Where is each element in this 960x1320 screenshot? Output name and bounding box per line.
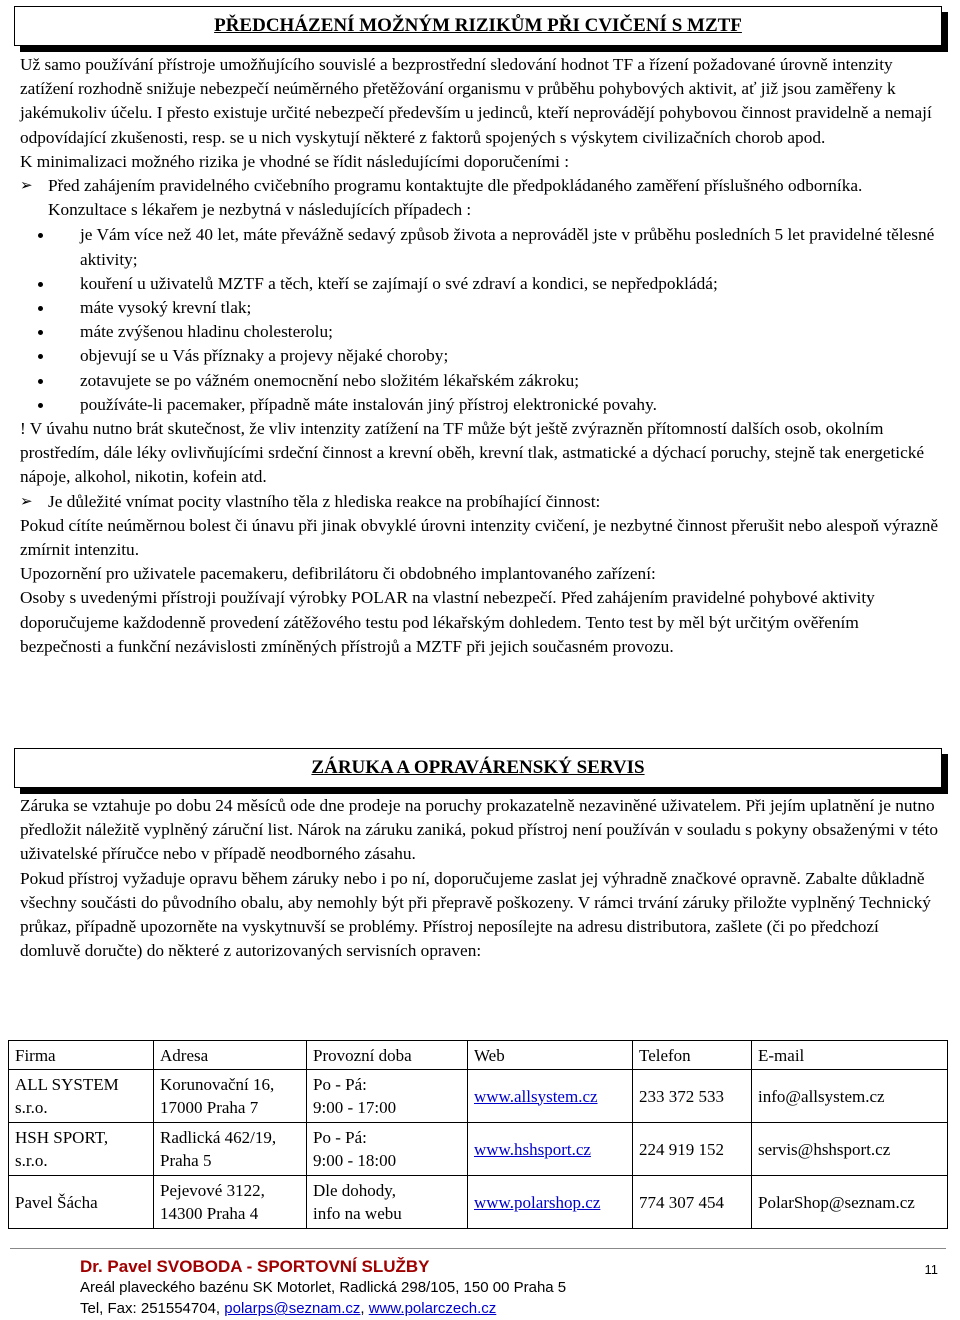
section1-title: PŘEDCHÁZENÍ MOŽNÝM RIZIKŮM PŘI CVIČENÍ S MZTF	[214, 15, 742, 36]
list-item: je Vám více než 40 let, máte převážně sedavý způsob života a neprováděl jste v průběhu posledních 5 let pravidelné tělesné aktivity;	[20, 223, 942, 271]
section1-body	[20, 53, 942, 659]
section2-title: ZÁRUKA A OPRAVÁRENSKÝ SERVIS	[311, 757, 645, 778]
address-line2: Praha 5	[160, 1151, 212, 1170]
table-row	[9, 1176, 948, 1229]
firm-suffix: s.r.o.	[15, 1151, 48, 1170]
arrow-item-consult	[20, 174, 942, 222]
pacemaker-heading: Upozornění pro uživatele pacemakeru, defibrilátoru či obdobného implantovaného zařízení:	[20, 564, 656, 584]
footer-separator: ,	[360, 1300, 369, 1317]
list-item: máte vysoký krevní tlak;	[20, 296, 942, 320]
email-cell: PolarShop@seznam.cz	[752, 1176, 948, 1229]
service-table	[8, 1040, 948, 1229]
list-item: zotavujete se po vážném onemocnění nebo složitém lékařském zákroku;	[20, 369, 942, 393]
hours-line1: Po - Pá:	[313, 1075, 367, 1094]
address-line2: 17000 Praha 7	[160, 1098, 259, 1117]
footer	[80, 1256, 566, 1319]
recommend-line: K minimalizaci možného rizika je vhodné se řídit následujícími doporučeními :	[20, 151, 570, 171]
arrow-item-consult-text: Před zahájením pravidelného cvičebního programu kontaktujte dle předpokládaného zaměření příslušného odborníka. Konzultace s lékařem je nezbytná v následujících případech :	[48, 176, 863, 220]
web-link[interactable]: www.polarshop.cz	[474, 1192, 601, 1212]
firm-name: Pavel Šácha	[15, 1192, 98, 1212]
section2-body	[20, 794, 942, 963]
address-line1: Radlická 462/19,	[160, 1128, 277, 1147]
repair-paragraph: Pokud přístroj vyžaduje opravu během záruky nebo i po ní, doporučujeme zaslat jej výhradně značkové opravně. Zabalte důkladně všechny součásti do původního obalu, aby nemohly být při přepravě poškozeny. V rámci trvání záruky přiložte vyplněný Technický průkaz, případně upozorněte na vyskytnuvší se problémy. Přístroj neposílejte na adresu distributora, zašlete (či po předchozí domluvě doručte) do některé z autorizovaných servisních opraven:	[20, 868, 931, 961]
email-cell: servis@hshsport.cz	[752, 1123, 948, 1176]
address-line1: Pejevové 3122,	[160, 1181, 265, 1200]
footer-web-link[interactable]: www.polarczech.cz	[368, 1300, 497, 1317]
bullet-icon	[38, 354, 43, 359]
pacemaker-paragraph: Osoby s uvedenými přístroji používají výrobky POLAR na vlastní nebezpečí. Před zahájením pravidelné pohybové aktivity doporučujeme každodenně provedení zátěžového testu pod lékařským dohledem. Tento test by měl být určitým ověřením bezpečnosti a funkční nezávislosti zmíněných přístrojů a MZTF při jejich současném provozu.	[20, 588, 875, 656]
firm-suffix: s.r.o.	[15, 1098, 48, 1117]
header-phone: Telefon	[633, 1041, 752, 1070]
header-web: Web	[468, 1041, 633, 1070]
arrow-icon: ➢	[20, 493, 33, 510]
list-item: používáte-li pacemaker, případně máte instalován jiný přístroj elektronické povahy.	[20, 393, 942, 417]
footer-contact	[80, 1298, 566, 1319]
phone-cell: 224 919 152	[633, 1123, 752, 1176]
footer-address: Areál plaveckého bazénu SK Motorlet, Radlická 298/105, 150 00 Praha 5	[80, 1279, 567, 1296]
footer-email-link[interactable]: polarps@seznam.cz	[224, 1300, 361, 1317]
warning-paragraph: ! V úvahu nutno brát skutečnost, že vliv intenzity zatížení na TF může být ještě zvýrazněn přítomností dalších osob, okolním prostředím, dále léky ovlivňujícími srdeční činnost a krevní oběh, krevní tlak, astmatické a dýchací poruchy, stejně tak energetické nápoje, alkohol, nikotin, kofein atd.	[20, 419, 925, 487]
address-line1: Korunovační 16,	[160, 1075, 275, 1094]
list-item: kouření u uživatelů MZTF a těch, kteří se zajímají o své zdraví a kondici, se nepředpokládá;	[20, 272, 942, 296]
bullet-icon	[38, 306, 43, 311]
arrow-item-body-text: Je důležité vnímat pocity vlastního těla z hlediska reakce na probíhající činnost:	[48, 491, 601, 511]
header-hours: Provozní doba	[307, 1041, 468, 1070]
bullet-icon	[38, 403, 43, 408]
list-item: objevují se u Vás příznaky a projevy nějaké choroby;	[20, 344, 942, 368]
email-cell: info@allsystem.cz	[752, 1070, 948, 1123]
footer-brand: Dr. Pavel SVOBODA - SPORTOVNÍ SLUŽBY	[80, 1257, 430, 1276]
footer-phone: Tel, Fax: 251554704,	[80, 1300, 225, 1317]
header-email: E-mail	[752, 1041, 948, 1070]
section2-banner	[14, 748, 942, 788]
phone-cell: 774 307 454	[633, 1176, 752, 1229]
hours-line2: info na webu	[313, 1204, 402, 1223]
header-address: Adresa	[154, 1041, 307, 1070]
warranty-paragraph: Záruka se vztahuje po dobu 24 měsíců ode dne prodeje na poruchy prokazatelně nezaviněné uživatelem. Při jejím uplatnění je nutno předložit náležitě vyplněný záruční list. Nárok na záruku zaniká, pokud přístroj není používán v souladu s pokyny obsaženými v této uživatelské příručce nebo v případě neodborného zásahu.	[20, 796, 939, 864]
bullet-icon	[38, 233, 43, 238]
page-number: 11	[924, 1262, 938, 1277]
hours-line2: 9:00 - 18:00	[313, 1151, 397, 1170]
bullet-icon	[38, 330, 43, 335]
firm-name: HSH SPORT,	[15, 1128, 109, 1147]
bullet-icon	[38, 282, 43, 287]
arrow-item-body	[20, 490, 942, 514]
risk-list	[20, 223, 942, 417]
hours-line2: 9:00 - 17:00	[313, 1098, 397, 1117]
table-row	[9, 1123, 948, 1176]
phone-cell: 233 372 533	[633, 1070, 752, 1123]
arrow-icon: ➢	[20, 178, 33, 195]
section1-banner	[14, 6, 942, 46]
hours-line1: Dle dohody,	[313, 1181, 396, 1200]
pain-paragraph: Pokud cítíte neúměrnou bolest či únavu při jinak obvyklé úrovni intenzity cvičení, je nezbytné činnost přerušit nebo alespoň výrazně zmírnit intenzitu.	[20, 515, 939, 560]
web-link[interactable]: www.allsystem.cz	[474, 1086, 598, 1106]
web-link[interactable]: www.hshsport.cz	[474, 1139, 591, 1159]
table-row	[9, 1070, 948, 1123]
list-item: máte zvýšenou hladinu cholesterolu;	[20, 320, 942, 344]
address-line2: 14300 Praha 4	[160, 1204, 259, 1223]
bullet-icon	[38, 379, 43, 384]
header-firm: Firma	[9, 1041, 154, 1070]
table-header-row	[9, 1041, 948, 1070]
firm-name: ALL SYSTEM	[15, 1075, 119, 1094]
intro-paragraph: Už samo používání přístroje umožňujícího souvislé a bezprostřední sledování hodnot TF a řízení požadované úrovně intenzity zatížení rozhodně snižuje nebezpečí neúměrného přetěžování organismu v průběhu pohybových aktivit, ať již jsou zaměřeny k jakémukoliv účelu. I přesto existuje určité nebezpečí především u jedinců, kteří neprovádějí pohybovou činnost pravidelně a nemají odpovídající zkušenosti, resp. se u nich vyskytují některé z faktorů spojených s výskytem civilizačních chorob apod.	[20, 55, 932, 147]
hours-line1: Po - Pá:	[313, 1128, 367, 1147]
footer-divider	[10, 1248, 946, 1249]
